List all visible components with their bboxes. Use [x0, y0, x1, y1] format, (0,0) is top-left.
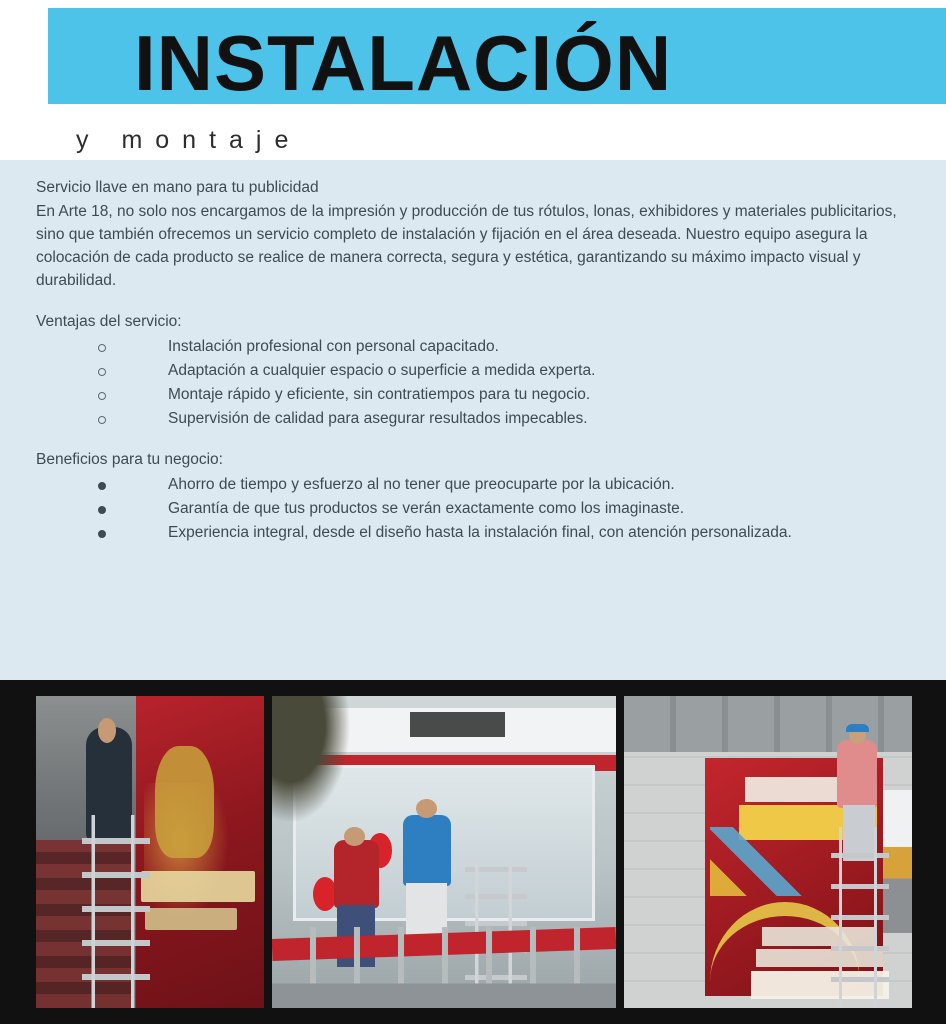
- benefits-heading: Beneficios para tu negocio:: [36, 451, 223, 468]
- content-copy: [36, 176, 916, 562]
- intro-paragraph: En Arte 18, no solo nos encargamos de la impresión y producción de tus rótulos, lonas, exhibidores y materiales publicitarios, sino que también ofrecemos un servicio completo de instalación y fijación en el área deseada. Nuestro equipo asegura la colocación de cada producto se realice de manera correcta, segura y estética, garantizando su máximo impacto visual y durabilidad.: [36, 203, 897, 289]
- photo-gallery: [0, 680, 946, 1024]
- page-subtitle: y montaje: [76, 126, 302, 154]
- photo-installer-sports-banner: [36, 696, 264, 1008]
- advantages-heading: Ventajas del servicio:: [36, 313, 182, 330]
- list-item: Experiencia integral, desde el diseño hasta la instalación final, con atención personalizada.: [36, 521, 916, 544]
- list-item: Adaptación a cualquier espacio o superficie a medida experta.: [36, 359, 916, 382]
- content-panel: [0, 160, 946, 680]
- list-item: Instalación profesional con personal capacitado.: [36, 335, 916, 358]
- list-item: Montaje rápido y eficiente, sin contratiempos para tu negocio.: [36, 383, 916, 406]
- advantages-list: [36, 335, 916, 430]
- intro-heading: Servicio llave en mano para tu publicidad: [36, 179, 319, 196]
- header-banner: [48, 8, 946, 107]
- list-item: Garantía de que tus productos se verán exactamente como los imaginaste.: [36, 497, 916, 520]
- list-item: Supervisión de calidad para asegurar resultados impecables.: [36, 407, 916, 430]
- photo-installers-school-facade: [272, 696, 616, 1008]
- list-item: Ahorro de tiempo y esfuerzo al no tener que preocuparte por la ubicación.: [36, 473, 916, 496]
- benefits-list: [36, 473, 916, 544]
- page-title: INSTALACIÓN: [134, 19, 673, 107]
- photo-installer-hardware-banner: [624, 696, 912, 1008]
